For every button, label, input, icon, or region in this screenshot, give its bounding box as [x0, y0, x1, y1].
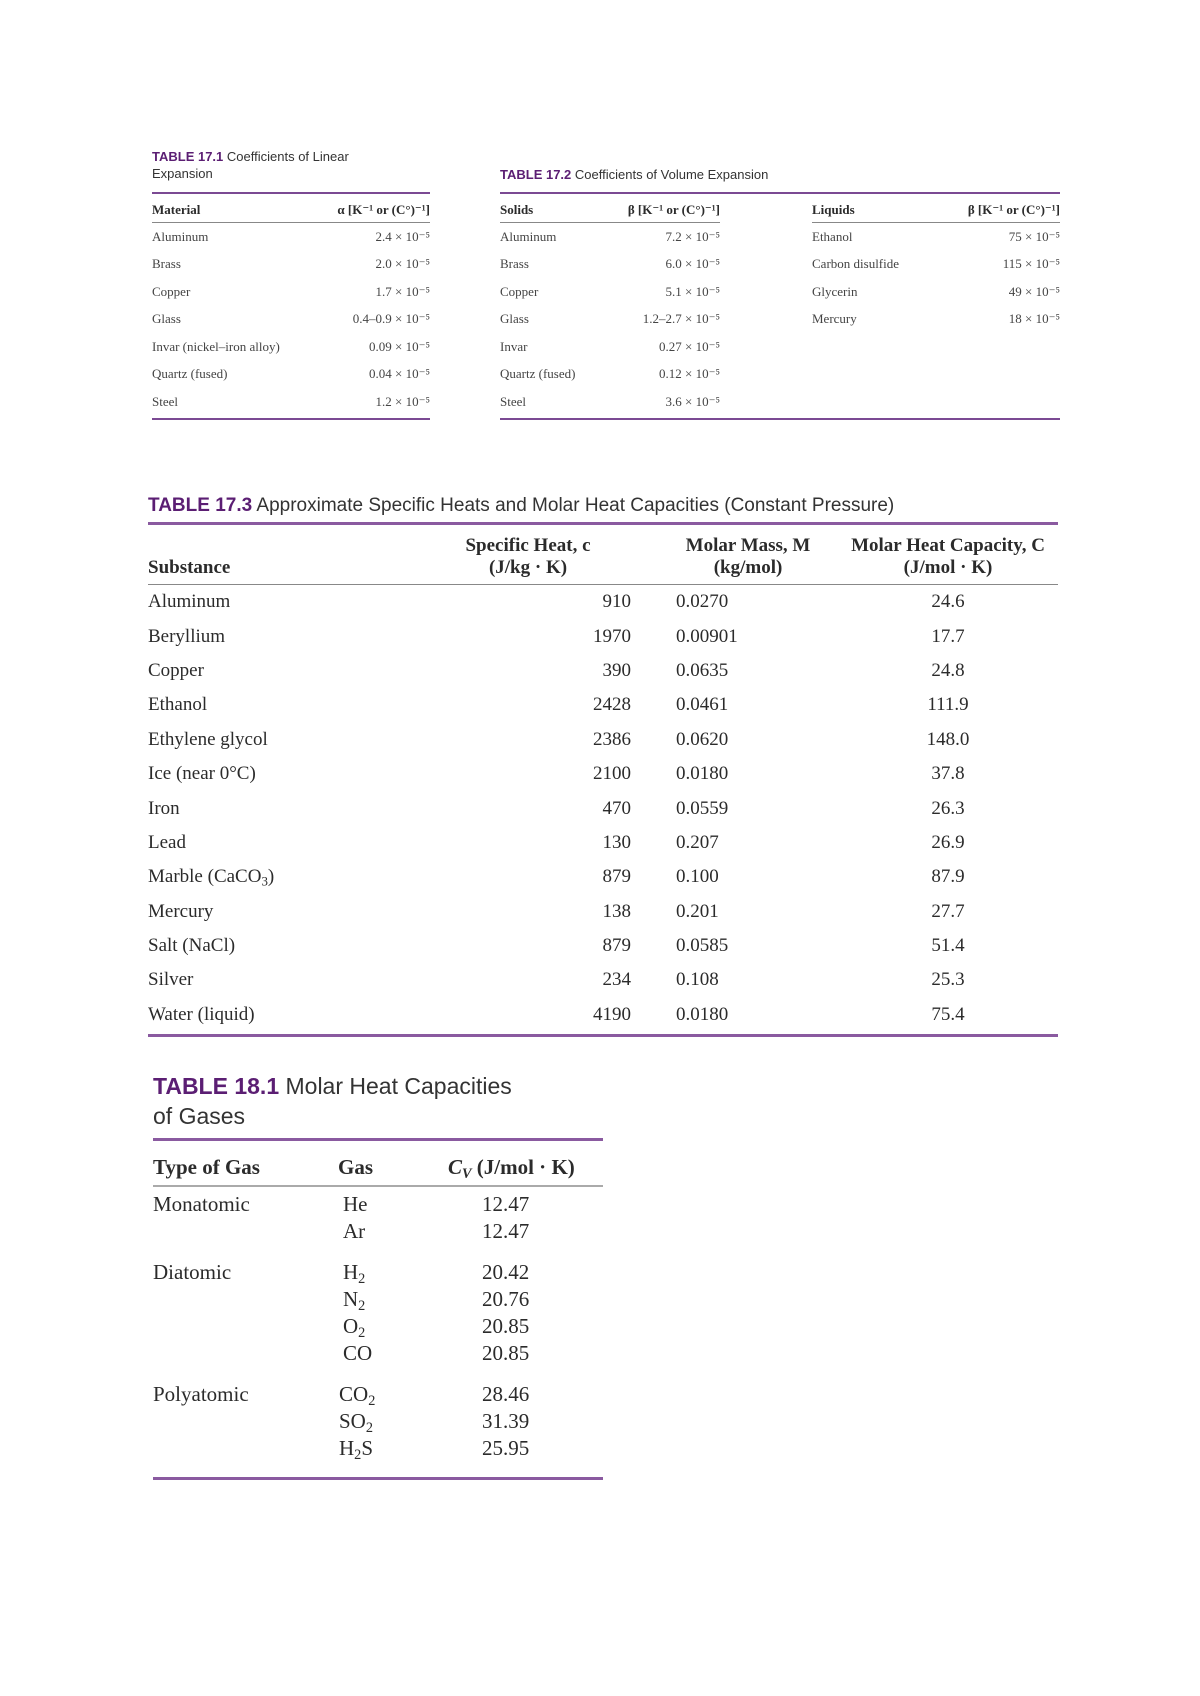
- alpha-value: 2.0 × 10⁻⁵: [375, 256, 430, 272]
- table-18-1-title-line2: of Gases: [153, 1103, 246, 1129]
- table-row: [152, 223, 430, 251]
- table-row: [500, 278, 1060, 306]
- molar-heat-value: 24.6: [931, 591, 965, 613]
- cv-value: 20.85: [482, 1314, 530, 1338]
- molar-mass-value: 0.0620: [676, 728, 729, 750]
- table-17-1-number: TABLE 17.1: [152, 149, 224, 164]
- solid-beta: 5.1 × 10⁻⁵: [665, 283, 720, 299]
- gas-type-label: Polyatomic: [153, 1382, 249, 1406]
- alpha-value: 1.2 × 10⁻⁵: [375, 393, 430, 409]
- table-18-1: [153, 1071, 603, 1480]
- molar-mass-value: 0.207: [676, 831, 719, 853]
- molar-heat-value: 17.7: [931, 625, 965, 647]
- table-row: [148, 619, 1058, 653]
- table-17-3: [148, 494, 1058, 1037]
- table-row: [148, 791, 1058, 825]
- cv-value: 20.42: [482, 1260, 530, 1284]
- molar-heat-value: 87.9: [931, 866, 965, 888]
- specific-heat-value: 1970: [593, 625, 631, 647]
- gas-name-o2: $O_2$: [343, 1314, 366, 1341]
- material-name: Invar (nickel–iron alloy): [152, 338, 280, 354]
- table-17-3-grid: [148, 535, 1058, 1032]
- table-18-1-title-line1: Molar Heat Capacities: [285, 1073, 512, 1099]
- table-17-2-col-beta-liquids: β [K⁻¹ or (C°)⁻¹]: [967, 202, 1060, 217]
- substance-name: Copper: [148, 659, 204, 681]
- liquid-beta: 115 × 10⁻⁵: [1002, 256, 1060, 272]
- gas-type-label: Diatomic: [153, 1260, 232, 1284]
- table-18-1-col-gas: Gas: [338, 1154, 374, 1179]
- specific-heat-value: 4190: [593, 1003, 631, 1025]
- gas-group-diatomic: [153, 1259, 603, 1381]
- table-row: [148, 929, 1058, 963]
- molar-heat-value: 37.8: [931, 763, 965, 785]
- table-17-1-col-material: Material: [152, 202, 201, 217]
- gas-name-h2s: $H_2S$: [339, 1436, 373, 1463]
- liquid-name: Glycerin: [812, 283, 858, 299]
- cv-value: 12.47: [482, 1192, 530, 1216]
- molar-heat-value: 27.7: [931, 900, 965, 922]
- table-17-2-bottom-rule: [500, 418, 1060, 420]
- solid-beta: 0.27 × 10⁻⁵: [659, 338, 720, 354]
- table-row: [500, 223, 1060, 251]
- alpha-value: 0.09 × 10⁻⁵: [369, 338, 430, 354]
- table-17-1-title: [152, 148, 430, 182]
- table-17-1-bottom-rule: [152, 418, 430, 420]
- gas-name: He: [343, 1192, 368, 1216]
- specific-heat-value: 470: [602, 797, 631, 819]
- table-17-1-col-alpha: α [K⁻¹ or (C°)⁻¹]: [337, 202, 430, 217]
- table-18-1-header-rule: [153, 1185, 603, 1187]
- table-17-1: [152, 148, 430, 420]
- solid-beta: 6.0 × 10⁻⁵: [665, 256, 720, 272]
- specific-heat-value: 138: [602, 900, 631, 922]
- cv-value: 12.47: [482, 1219, 530, 1243]
- gas-group-polyatomic: [153, 1381, 603, 1471]
- substance-name: Ethanol: [148, 694, 208, 716]
- table-18-1-bottom-rule: [153, 1477, 603, 1480]
- specific-heat-value: 234: [602, 969, 631, 991]
- liquid-name: Mercury: [812, 311, 857, 327]
- specific-heat-value: 390: [602, 659, 631, 681]
- cv-value: 20.85: [482, 1341, 530, 1365]
- gas-name-h2: $H_2$: [343, 1260, 366, 1287]
- molar-mass-value: 0.0180: [676, 1003, 729, 1025]
- table-17-3-col-molar-mass: Molar Mass, M (kg/mol): [685, 535, 811, 578]
- specific-heat-value: 2386: [593, 728, 631, 750]
- gas-group-monatomic: [153, 1191, 603, 1259]
- substance-name: Marble (CaCO$_3$): [148, 866, 275, 889]
- solid-name: Invar: [500, 338, 528, 354]
- liquid-name: Carbon disulfide: [812, 256, 900, 272]
- material-name: Quartz (fused): [152, 366, 228, 382]
- substance-name: Ethylene glycol: [148, 728, 268, 750]
- table-17-2-col-solids: Solids: [500, 202, 534, 217]
- substance-name: Ice (near 0°C): [148, 763, 256, 785]
- table-18-1-title: [153, 1071, 603, 1131]
- molar-mass-value: 0.108: [676, 969, 719, 991]
- gas-type-label: Monatomic: [153, 1192, 250, 1216]
- table-row: [148, 826, 1058, 860]
- table-17-3-bottom-rule: [148, 1034, 1058, 1037]
- gas-name-n2: $N_2$: [343, 1287, 366, 1314]
- molar-heat-value: 148.0: [926, 728, 970, 750]
- table-row: [152, 333, 430, 361]
- gas-name: Ar: [343, 1219, 366, 1243]
- material-name: Glass: [152, 311, 181, 327]
- molar-heat-value: 25.3: [931, 969, 965, 991]
- specific-heat-value: 2100: [593, 763, 631, 785]
- cv-value: 20.76: [482, 1287, 530, 1311]
- solid-beta: 1.2–2.7 × 10⁻⁵: [642, 311, 720, 327]
- table-row: [500, 333, 1060, 361]
- specific-heat-value: 910: [602, 591, 631, 613]
- table-row: [148, 998, 1058, 1032]
- table-17-1-top-rule: [152, 192, 430, 194]
- table-17-1-grid: [152, 198, 430, 416]
- table-17-3-col-specific-heat: Specific Heat, c (J/kg · K): [465, 535, 591, 578]
- material-name: Copper: [152, 283, 191, 299]
- solid-name: Aluminum: [500, 228, 557, 244]
- table-17-2-number: TABLE 17.2: [500, 167, 572, 182]
- table-17-3-col-substance: Substance: [148, 557, 231, 578]
- table-17-1-title-line2: Expansion: [152, 166, 213, 181]
- table-row: [148, 723, 1058, 757]
- specific-heat-value: 879: [602, 866, 631, 888]
- table-17-2-grid: [500, 198, 1060, 416]
- molar-mass-value: 0.0270: [676, 591, 729, 613]
- liquid-beta: 75 × 10⁻⁵: [1008, 228, 1060, 244]
- material-name: Steel: [152, 393, 178, 409]
- table-17-2-title-text: Coefficients of Volume Expansion: [574, 167, 769, 182]
- molar-mass-value: 0.0635: [676, 659, 729, 681]
- molar-mass-value: 0.0461: [676, 694, 729, 716]
- table-row: [152, 278, 430, 306]
- substance-name: Beryllium: [148, 625, 226, 647]
- liquid-name: Ethanol: [812, 228, 853, 244]
- gas-name: CO: [343, 1341, 373, 1365]
- table-17-2-col-liquids: Liquids: [812, 202, 855, 217]
- table-row: [152, 361, 430, 389]
- cv-value: 31.39: [482, 1409, 530, 1433]
- table-row: [152, 306, 430, 334]
- molar-mass-value: 0.201: [676, 900, 719, 922]
- table-17-3-col-molar-heat: Molar Heat Capacity, C (J/mol · K): [851, 535, 1045, 578]
- solid-beta: 3.6 × 10⁻⁵: [665, 393, 720, 409]
- table-row: [500, 361, 1060, 389]
- table-row: [148, 757, 1058, 791]
- molar-heat-value: 24.8: [931, 659, 965, 681]
- molar-heat-value: 51.4: [931, 935, 965, 957]
- solid-name: Glass: [500, 311, 529, 327]
- table-row: [148, 688, 1058, 722]
- molar-heat-value: 26.3: [931, 797, 965, 819]
- table-18-1-grid: [153, 1152, 603, 1182]
- solid-name: Quartz (fused): [500, 366, 576, 382]
- substance-name: Salt (NaCl): [148, 935, 236, 957]
- table-row: [148, 963, 1058, 997]
- molar-mass-value: 0.100: [676, 866, 719, 888]
- table-18-1-col-type: Type of Gas: [153, 1154, 260, 1179]
- table-row: [152, 251, 430, 279]
- table-18-1-number: TABLE 18.1: [153, 1073, 280, 1099]
- molar-heat-value: 75.4: [931, 1003, 965, 1025]
- alpha-value: 0.04 × 10⁻⁵: [369, 366, 430, 382]
- table-18-1-col-cv: $C_V$ (J/mol · K): [448, 1154, 575, 1182]
- table-row: [500, 306, 1060, 334]
- molar-heat-value: 111.9: [927, 694, 969, 716]
- cv-value: 25.95: [482, 1436, 530, 1460]
- liquid-beta: 18 × 10⁻⁵: [1008, 311, 1060, 327]
- table-row: [152, 388, 430, 416]
- molar-mass-value: 0.0585: [676, 935, 729, 957]
- material-name: Aluminum: [152, 228, 209, 244]
- table-17-2: [500, 166, 1060, 420]
- solid-beta: 7.2 × 10⁻⁵: [665, 228, 720, 244]
- table-row: [148, 585, 1058, 619]
- substance-name: Iron: [148, 797, 180, 819]
- table-18-1-body: [153, 1191, 603, 1471]
- table-17-3-number: TABLE 17.3: [148, 495, 253, 516]
- table-row: [500, 388, 1060, 416]
- molar-mass-value: 0.00901: [676, 625, 738, 647]
- table-17-3-title-text: Approximate Specific Heats and Molar Heat Capacities (Constant Pressure): [256, 495, 895, 516]
- substance-name: Water (liquid): [148, 1003, 255, 1025]
- solid-name: Steel: [500, 393, 526, 409]
- table-17-1-title-line1: Coefficients of Linear: [226, 149, 349, 164]
- molar-heat-value: 26.9: [931, 831, 965, 853]
- specific-heat-value: 2428: [593, 694, 631, 716]
- liquid-beta: 49 × 10⁻⁵: [1008, 283, 1060, 299]
- table-row: [148, 654, 1058, 688]
- table-row: [500, 251, 1060, 279]
- table-row: [148, 895, 1058, 929]
- alpha-value: 2.4 × 10⁻⁵: [375, 228, 430, 244]
- alpha-value: 0.4–0.9 × 10⁻⁵: [352, 311, 430, 327]
- table-17-3-top-rule: [148, 522, 1058, 525]
- substance-name: Aluminum: [148, 591, 231, 613]
- solid-name: Copper: [500, 283, 539, 299]
- solid-name: Brass: [500, 256, 529, 272]
- alpha-value: 1.7 × 10⁻⁵: [375, 283, 430, 299]
- solid-beta: 0.12 × 10⁻⁵: [659, 366, 720, 382]
- specific-heat-value: 130: [602, 831, 631, 853]
- molar-mass-value: 0.0180: [676, 763, 729, 785]
- specific-heat-value: 879: [602, 935, 631, 957]
- table-17-2-top-rule: [500, 192, 1060, 194]
- table-18-1-top-rule: [153, 1138, 603, 1141]
- substance-name: Silver: [148, 969, 194, 991]
- table-row: [148, 860, 1058, 894]
- table-17-2-title: [500, 166, 1060, 183]
- table-17-2-col-beta-solids: β [K⁻¹ or (C°)⁻¹]: [627, 202, 720, 217]
- molar-mass-value: 0.0559: [676, 797, 729, 819]
- cv-value: 28.46: [482, 1382, 530, 1406]
- gas-name-so2: $SO_2$: [339, 1409, 373, 1436]
- gas-name-co2: $CO_2$: [339, 1382, 376, 1409]
- table-17-3-title: [148, 494, 1058, 518]
- substance-name: Lead: [148, 831, 186, 853]
- material-name: Brass: [152, 256, 181, 272]
- substance-name: Mercury: [148, 900, 214, 922]
